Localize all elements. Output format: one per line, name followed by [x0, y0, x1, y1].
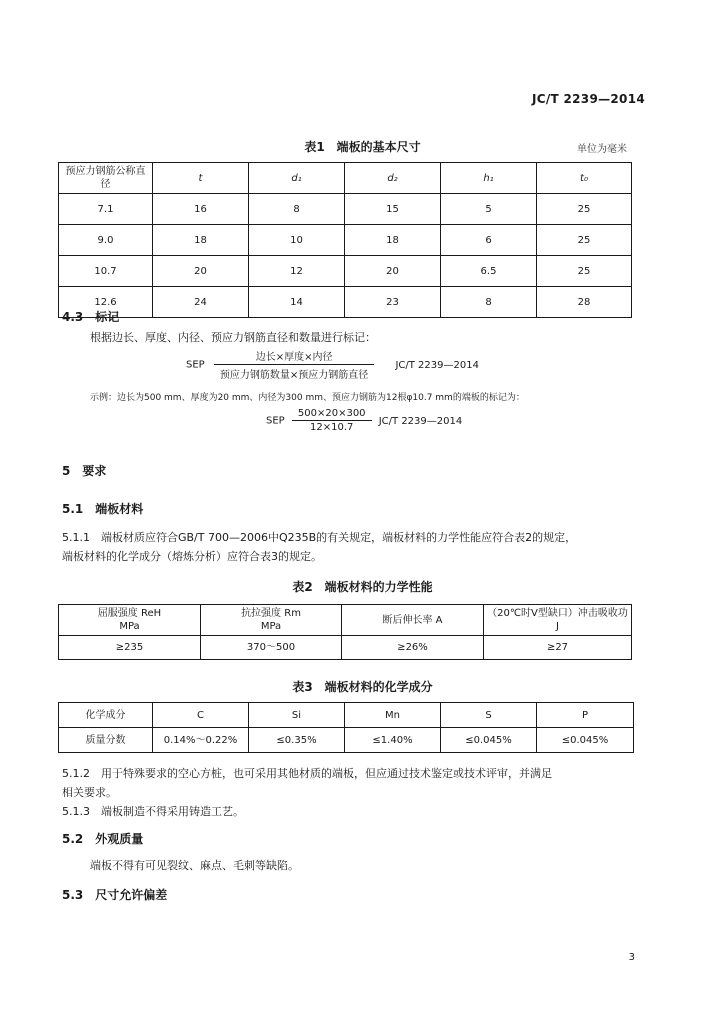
table1	[58, 162, 632, 318]
table2-header-cell: （20℃时V型缺口）冲击吸收功 J	[484, 605, 632, 636]
table-cell: 20	[153, 256, 249, 287]
formula-prefix: SEP	[186, 359, 205, 371]
table-cell: 5	[441, 194, 537, 225]
table-cell: 18	[153, 225, 249, 256]
table-cell: 10	[249, 225, 345, 256]
table3-header-cell: Mn	[345, 703, 441, 728]
section-5-heading: 5 要求	[62, 464, 107, 478]
table-row	[59, 225, 632, 256]
table-cell: 12	[249, 256, 345, 287]
table3-header-cell: C	[153, 703, 249, 728]
table1-caption: 表1 端板的基本尺寸	[304, 140, 421, 154]
table-cell: ≤1.40%	[345, 728, 441, 753]
formula-fraction	[214, 348, 374, 381]
table-cell: 25	[537, 194, 632, 225]
table-cell: 9.0	[59, 225, 153, 256]
para-5-1-1-line1: 5.1.1 端板材质应符合GB/T 700—2006中Q235B的有关规定，端板材料的力学性能应符合表2的规定，	[62, 531, 577, 544]
table3-caption: 表3 端板材料的化学成分	[292, 680, 433, 694]
table-cell: 25	[537, 256, 632, 287]
formula-suffix: JC/T 2239—2014	[395, 359, 479, 371]
section-5-2-text: 端板不得有可见裂纹、麻点、毛刺等缺陷。	[90, 859, 299, 872]
table2-caption: 表2 端板材料的力学性能	[292, 580, 433, 594]
table-cell: 0.14%～0.22%	[153, 728, 249, 753]
table-cell: 质量分数	[59, 728, 153, 753]
formula-denominator: 预应力钢筋数量×预应力钢筋直径	[219, 370, 369, 381]
marking-example-text: 示例：边长为500 mm、厚度为20 mm、内径为300 mm、预应力钢筋为12根φ10.7 mm的端板的标记为：	[90, 393, 525, 403]
table2-header-row	[59, 605, 632, 636]
table-cell: 20	[345, 256, 441, 287]
example-denominator: 12×10.7	[310, 422, 354, 433]
table-cell: ≤0.35%	[249, 728, 345, 753]
table3-header-cell: P	[537, 703, 634, 728]
table-cell: 6.5	[441, 256, 537, 287]
table3	[58, 702, 634, 753]
table-cell: 8	[441, 287, 537, 318]
section-5-3-heading: 5.3 尺寸允许偏差	[62, 888, 168, 902]
table-cell: 15	[345, 194, 441, 225]
example-fraction	[292, 408, 372, 433]
table-cell: ≥235	[59, 636, 201, 660]
table3-header-cell: 化学成分	[59, 703, 153, 728]
table-cell: 23	[345, 287, 441, 318]
table1-header-cell: t₀	[537, 163, 632, 194]
table2-header-cell: 断后伸长率 A	[342, 605, 484, 636]
standard-code: JC/T 2239—2014	[531, 92, 645, 106]
table1-header-cell: 预应力钢筋公称直径	[59, 163, 153, 194]
table-cell: 25	[537, 225, 632, 256]
table3-header-row	[59, 703, 634, 728]
table-row	[59, 194, 632, 225]
table-cell: ≥27	[484, 636, 632, 660]
table-row	[59, 728, 634, 753]
table1-header-cell: d₁	[249, 163, 345, 194]
example-prefix: SEP	[266, 415, 285, 427]
table1-header-cell: t	[153, 163, 249, 194]
example-suffix: JC/T 2239—2014	[378, 415, 463, 427]
table-cell: ≤0.045%	[441, 728, 537, 753]
table-cell: 6	[441, 225, 537, 256]
table3-header-cell: Si	[249, 703, 345, 728]
page-number: 3	[628, 952, 635, 963]
table-cell: ≥26%	[342, 636, 484, 660]
table1-unit: 单位为毫米	[577, 144, 627, 155]
table-cell: ≤0.045%	[537, 728, 634, 753]
table-row	[59, 287, 632, 318]
table2-header-cell: 屈服强度 ReH MPa	[59, 605, 201, 636]
table-cell: 28	[537, 287, 632, 318]
table2-header-cell: 抗拉强度 Rm MPa	[201, 605, 342, 636]
para-5-1-3: 5.1.3 端板制造不得采用铸造工艺。	[62, 805, 244, 818]
section-4-3-intro: 根据边长、厚度、内径、预应力钢筋直径和数量进行标记：	[90, 331, 376, 344]
table-cell: 370～500	[201, 636, 342, 660]
table-cell: 14	[249, 287, 345, 318]
para-5-1-1-line2: 端板材料的化学成分（熔炼分析）应符合表3的规定。	[62, 550, 322, 563]
table1-header-cell: d₂	[345, 163, 441, 194]
table-row	[59, 256, 632, 287]
table2	[58, 604, 632, 660]
table-cell: 12.6	[59, 287, 153, 318]
marking-formula	[186, 348, 479, 381]
section-5-2-heading: 5.2 外观质量	[62, 832, 144, 846]
section-5-1-heading: 5.1 端板材料	[62, 502, 144, 516]
section-4-3-heading: 4.3 标记	[62, 310, 120, 324]
table1-header-cell: h₁	[441, 163, 537, 194]
formula-numerator: 边长×厚度×内径	[214, 348, 374, 365]
example-numerator: 500×20×300	[292, 408, 372, 421]
table-cell: 10.7	[59, 256, 153, 287]
table-row	[59, 636, 632, 660]
table-cell: 16	[153, 194, 249, 225]
example-formula	[266, 408, 462, 433]
table1-header-row	[59, 163, 632, 194]
para-5-1-2-line2: 相关要求。	[62, 786, 117, 799]
table-cell: 7.1	[59, 194, 153, 225]
table-cell: 8	[249, 194, 345, 225]
table3-header-cell: S	[441, 703, 537, 728]
table-cell: 18	[345, 225, 441, 256]
table-cell: 24	[153, 287, 249, 318]
para-5-1-2-line1: 5.1.2 用于特殊要求的空心方桩，也可采用其他材质的端板，但应通过技术鉴定或技术评审，并满足	[62, 767, 552, 780]
